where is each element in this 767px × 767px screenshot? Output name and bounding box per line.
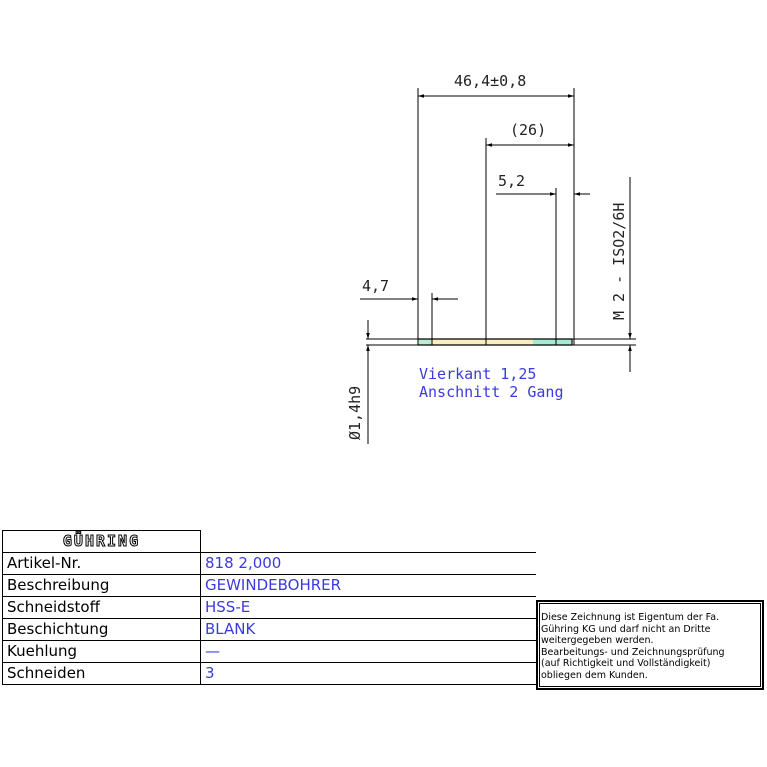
note-chamfer: Anschnitt 2 Gang <box>419 383 564 401</box>
dim-overall-length: 46,4±0,8 <box>454 72 527 90</box>
row-value-coating: BLANK <box>201 619 537 641</box>
notice-line: Diese Zeichnung ist Eigentum der Fa. <box>541 612 720 623</box>
notice-line: weitergegeben werden. <box>541 635 654 646</box>
note-square: Vierkant 1,25 <box>419 365 537 383</box>
dim-chamfer-length: 5,2 <box>498 172 526 190</box>
thread-spec-label: M 2 - ISO2/6H <box>610 202 628 320</box>
row-label-article: Artikel-Nr. <box>3 553 201 575</box>
row-label-coating: Beschichtung <box>3 619 201 641</box>
row-value-article: 818 2,000 <box>201 553 537 575</box>
row-value-flutes: 3 <box>201 663 537 685</box>
company-logo: GÜHRING <box>3 531 201 553</box>
row-value-material: HSS-E <box>201 597 537 619</box>
tool-body <box>366 339 636 345</box>
row-value-description: GEWINDEBOHRER <box>201 575 537 597</box>
ownership-notice <box>536 600 764 690</box>
row-label-cooling: Kuehlung <box>3 641 201 663</box>
row-label-material: Schneidstoff <box>3 597 201 619</box>
row-label-flutes: Schneiden <box>3 663 201 685</box>
dim-thread-length: (26) <box>510 121 547 139</box>
extension-lines <box>418 88 574 345</box>
notice-line: Gühring KG und darf nicht an Dritte <box>541 623 711 635</box>
dim-square-length: 4,7 <box>362 277 390 295</box>
row-value-cooling: — <box>201 641 537 663</box>
notice-line: Bearbeitungs- und Zeichnungsprüfung <box>541 646 725 658</box>
title-block <box>2 530 536 685</box>
notice-line: (auf Richtigkeit und Vollständigkeit) <box>541 658 711 669</box>
diameter-label: Ø1,4h9 <box>346 385 364 440</box>
row-label-description: Beschreibung <box>3 575 201 597</box>
notice-line: obliegen dem Kunden. <box>541 669 648 681</box>
